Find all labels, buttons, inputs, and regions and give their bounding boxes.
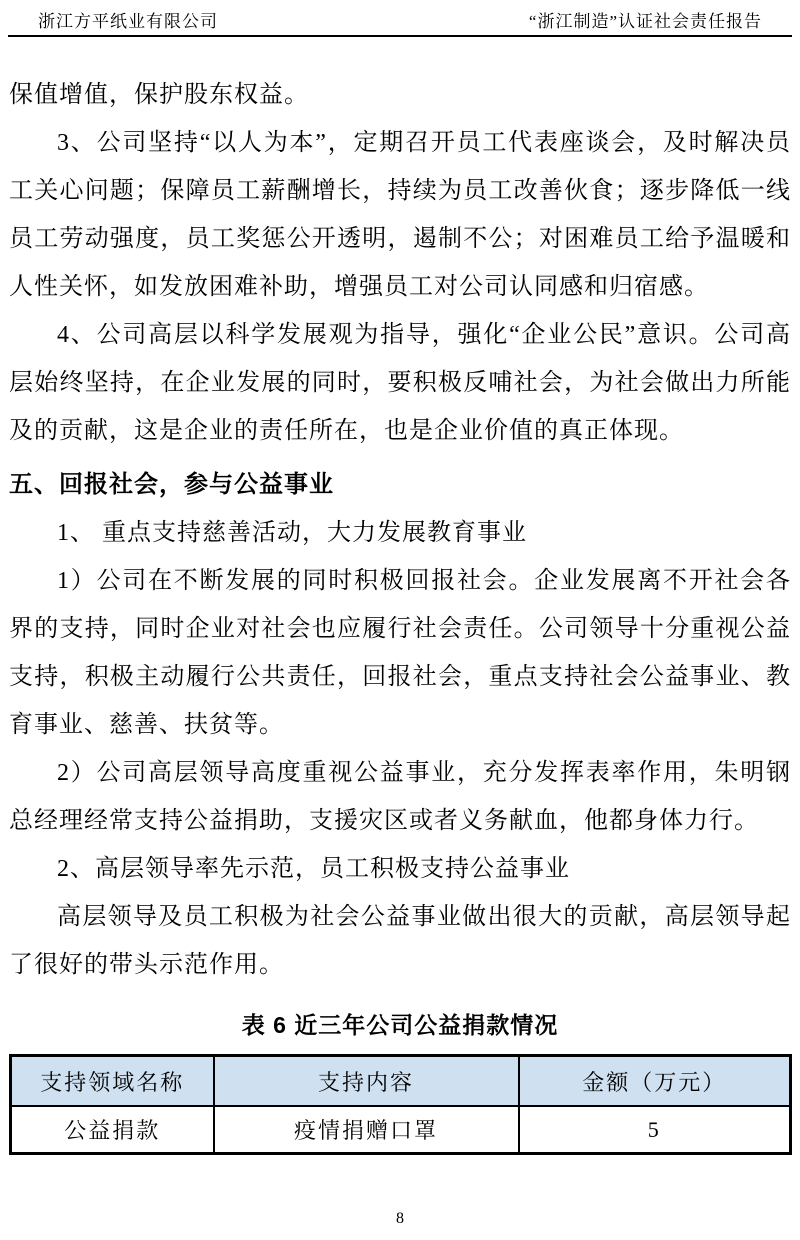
donation-table <box>9 1054 792 1155</box>
table-header-row <box>11 1056 791 1107</box>
paragraph: 1、 重点支持慈善活动，大力发展教育事业 <box>57 520 527 546</box>
page-footer <box>0 1210 800 1228</box>
paragraph: 2、高层领导率先示范，员工积极支持公益事业 <box>57 856 570 882</box>
table-cell: 疫情捐赠口罩 <box>214 1106 519 1154</box>
table-cell: 公益捐款 <box>11 1106 214 1154</box>
paragraph: 保值增值，保护股东权益。 <box>9 82 309 108</box>
header-report-title: “浙江制造”认证社会责任报告 <box>528 12 762 31</box>
table-cell: 5 <box>519 1106 791 1154</box>
page-header <box>0 0 800 35</box>
table-row <box>11 1106 791 1154</box>
section-heading: 五、回报社会，参与公益事业 <box>9 471 334 498</box>
header-company-name: 浙江方平纸业有限公司 <box>38 12 218 31</box>
page-number: 8 <box>396 1210 404 1227</box>
paragraph: 3、公司坚持“以人为本”，定期召开员工代表座谈会，及时解决员工关心问题；保障员工薪酬增长，持续为员工改善伙食；逐步降低一线员工劳动强度，员工奖惩公开透明，遏制不公；对困难员工给予温暖和人性关怀，如发放困难补助，增强员工对公司认同感和归宿感。 <box>9 130 791 300</box>
document-body <box>0 37 800 1155</box>
paragraph: 2）公司高层领导高度重视公益事业，充分发挥表率作用，朱明钢总经理经常支持公益捐助，支援灾区或者义务献血，他都身体力行。 <box>9 760 791 834</box>
paragraph: 4、公司高层以科学发展观为指导，强化“企业公民”意识。公司高层始终坚持，在企业发展的同时，要积极反哺社会，为社会做出力所能及的贡献，这是企业的责任所在，也是企业价值的真正体现。 <box>9 322 791 444</box>
table-title: 表 6 近三年公司公益捐款情况 <box>241 1012 559 1038</box>
table-header-cell: 支持内容 <box>214 1056 519 1107</box>
paragraph: 1）公司在不断发展的同时积极回报社会。企业发展离不开社会各界的支持，同时企业对社会也应履行社会责任。公司领导十分重视公益支持，积极主动履行公共责任，回报社会，重点支持社会公益事业、教育事业、慈善、扶贫等。 <box>9 568 791 738</box>
table-header-cell: 金额（万元） <box>519 1056 791 1107</box>
paragraph: 高层领导及员工积极为社会公益事业做出很大的贡献，高层领导起了很好的带头示范作用。 <box>9 904 791 978</box>
table-header-cell: 支持领域名称 <box>11 1056 214 1107</box>
